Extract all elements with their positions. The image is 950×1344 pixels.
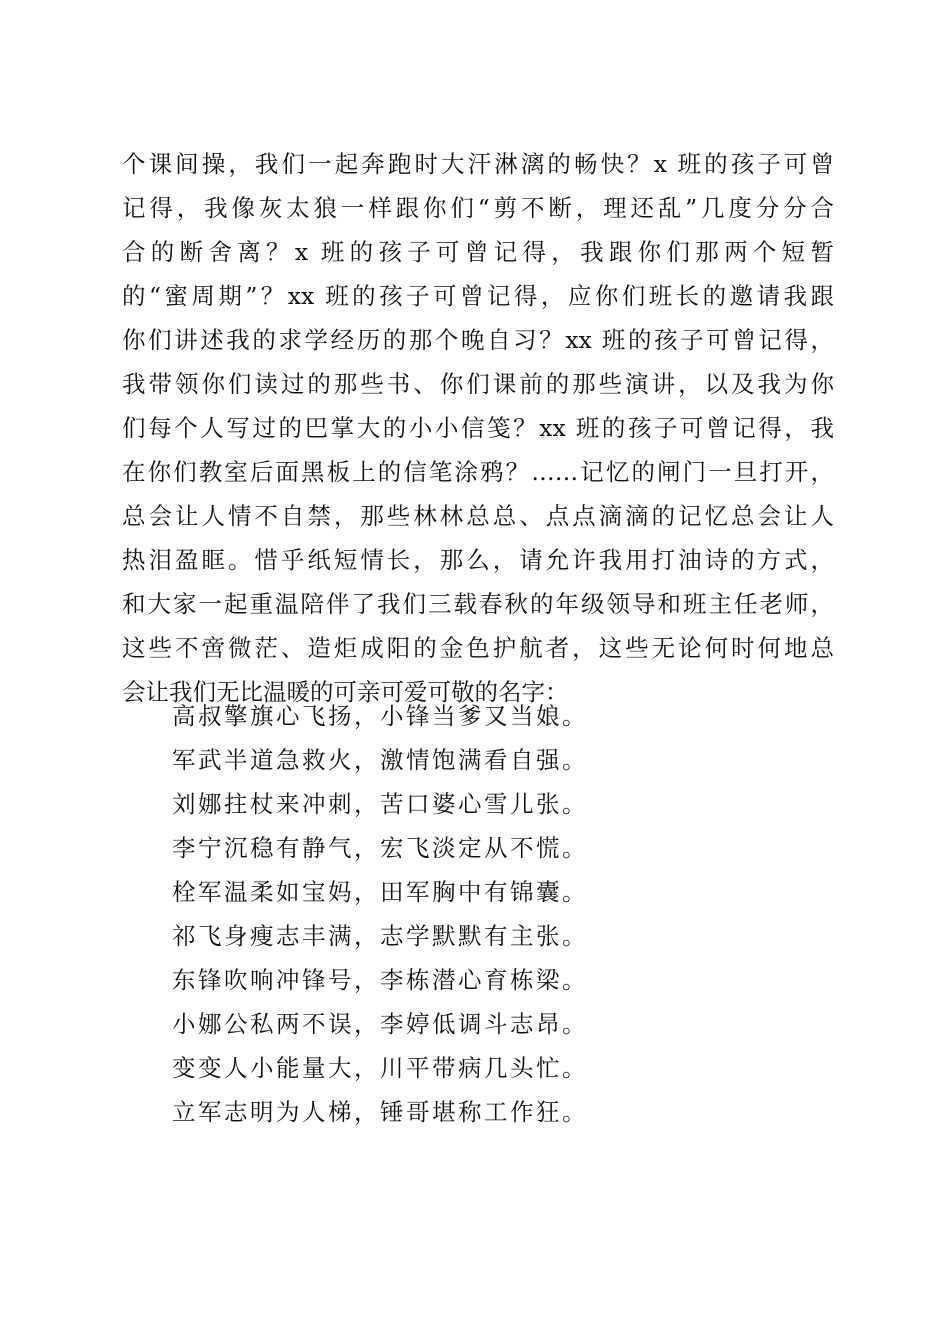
poem-line: 东锋吹响冲锋号，李栋潜心育栋梁。 [172,966,588,994]
paragraph-line: 会让我们无比温暖的可亲可爱可敬的名字： [122,678,569,706]
poem-line: 李宁沉稳有静气，宏飞淡定从不慌。 [172,834,588,862]
paragraph-line: 这些不啻微茫、造炬成阳的金色护航者，这些无论何时何地总 [122,634,834,662]
paragraph-line: 在你们教室后面黑板上的信笔涂鸦？……记忆的闸门一旦打开， [122,458,834,486]
paragraph-line: 们每个人写过的巴掌大的小小信笺？xx 班的孩子可曾记得，我 [122,414,834,442]
paragraph-line: 的“蜜周期”？xx 班的孩子可曾记得，应你们班长的邀请我跟 [122,282,834,310]
poem-line: 立军志明为人梯，锤哥堪称工作狂。 [172,1098,588,1126]
paragraph-line: 你们讲述我的求学经历的那个晚自习？xx 班的孩子可曾记得， [122,326,834,354]
body-paragraph [122,142,834,714]
paragraph-line: 热泪盈眶。惜乎纸短情长，那么，请允许我用打油诗的方式， [122,546,834,574]
poem-line: 小娜公私两不误，李婷低调斗志昂。 [172,1010,588,1038]
doggerel-poem [172,694,592,1134]
paragraph-line: 和大家一起重温陪伴了我们三载春秋的年级领导和班主任老师， [122,590,834,618]
paragraph-line: 总会让人情不自禁，那些林林总总、点点滴滴的记忆总会让人 [122,502,834,530]
poem-line: 高叔擎旗心飞扬，小锋当爹又当娘。 [172,702,588,730]
poem-line: 栓军温柔如宝妈，田军胸中有锦囊。 [172,878,588,906]
poem-line: 军武半道急救火，激情饱满看自强。 [172,746,588,774]
paragraph-line: 个课间操，我们一起奔跑时大汗淋漓的畅快？x 班的孩子可曾 [122,150,834,178]
poem-line: 祁飞身瘦志丰满，志学默默有主张。 [172,922,588,950]
paragraph-line: 记得，我像灰太狼一样跟你们“剪不断，理还乱”几度分分合 [122,194,834,222]
poem-line: 变变人小能量大，川平带病几头忙。 [172,1054,588,1082]
paragraph-line: 合的断舍离？x 班的孩子可曾记得，我跟你们那两个短暂 [122,238,834,266]
paragraph-line: 我带领你们读过的那些书、你们课前的那些演讲，以及我为你 [122,370,834,398]
poem-line: 刘娜拄杖来冲刺，苦口婆心雪儿张。 [172,790,588,818]
